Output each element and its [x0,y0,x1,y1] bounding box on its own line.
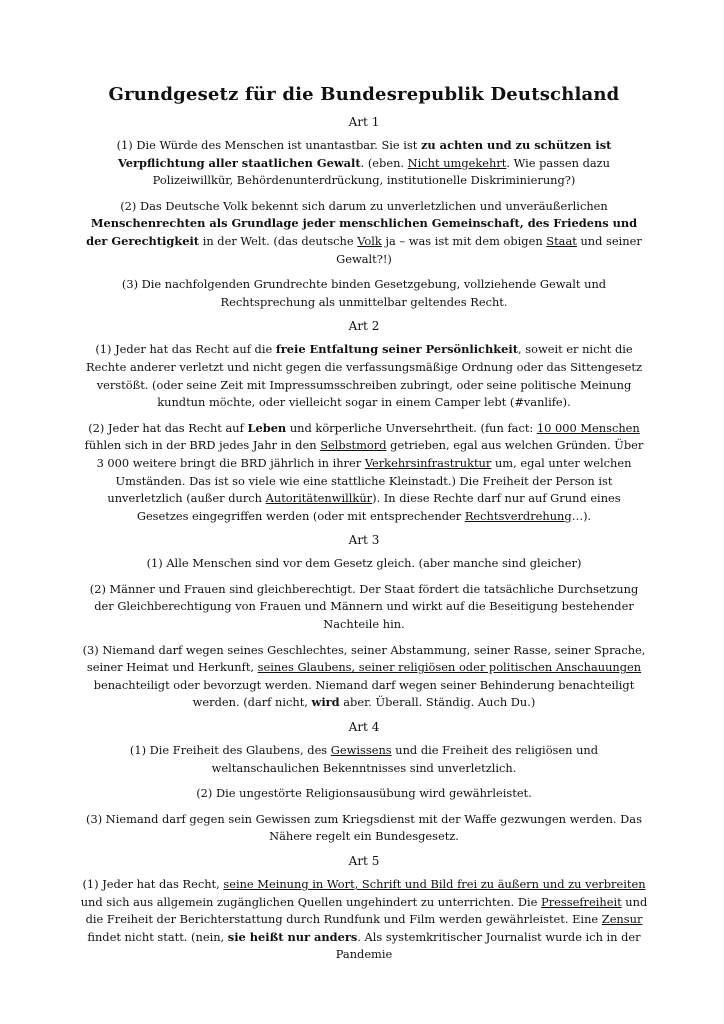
article-paragraph [80,876,648,964]
underlined-text: Rechtsverdrehung [464,508,572,523]
paragraph-text: ja – was ist mit dem obigen [381,233,547,248]
paragraph-text: (3) Die nachfolgenden Grundrechte binden Gesetzgebung, vollziehende Gewalt und Rechtsprechung als unmittelbar geltendes Recht. [121,277,607,309]
underlined-text: Pressefreiheit [541,894,622,909]
underlined-text: Staat [546,233,577,248]
article-heading: Art 2 [348,319,380,334]
paragraph-text: (2) Jeder hat das Recht auf [88,420,248,435]
paragraph-text: in der Welt. (das deutsche [199,233,358,248]
paragraph-text: …). [571,508,592,523]
underlined-text: seine Meinung in Wort, Schrift und Bild frei zu äußern und zu verbreiten [223,877,646,891]
underlined-text: Volk [357,233,382,248]
bold-text: Menschenrechten als Grundlage jeder menschlichen Gemeinschaft, des Friedens und der Gerechtigkeit [86,216,638,248]
underlined-text: Selbstmord [320,438,387,453]
underlined-text: Verkehrsinfrastruktur [364,455,492,470]
article-paragraph [80,555,648,573]
bold-text: zu achten und zu schützen ist Verpflichtung aller staatlichen Gewalt [117,138,612,170]
underlined-text: Autoritätenwillkür [265,491,373,506]
paragraph-text: und die Freiheit der Berichterstattung durch Rundfunk und Film werden gewährleistet. Eine [85,894,648,927]
paragraph-text: (1) Die Freiheit des Glaubens, des [129,743,331,758]
paragraph-text: (3) Niemand darf gegen sein Gewissen zum Kriegsdienst mit der Waffe gezwungen werden. Das Nähere regelt ein Bundesgesetz. [86,811,642,844]
paragraph-text: . Als systemkritischer Journalist wurde ich in der Pandemie [335,929,641,962]
paragraph-text: . Wie passen dazu Polizeiwillkür, Behördenunterdrückung, institutionelle Diskriminierung?) [152,155,611,188]
paragraph-text: und seiner Gewalt?!) [336,233,642,266]
paragraph-text: getrieben, egal aus welchen Gründen. Über 3 000 weitere bringt die BRD jährlich in ihrer [96,438,644,470]
bold-text: wird [311,695,340,710]
paragraph-text: (2) Männer und Frauen sind gleichberechtigt. Der Staat fördert die tatsächliche Durchsetzung der Gleichberechtigung von Frauen und Männern und wirkt auf die Beseitigung bestehender Nachteile hin. [89,581,639,632]
paragraph-text: und körperliche Unversehrtheit. (fun fact: [286,420,537,435]
article-heading: Art 5 [348,854,380,868]
article-paragraph [80,137,648,190]
paragraph-text: und die Freiheit des religiösen und weltanschaulichen Bekenntnisses sind unverletzlich. [211,743,599,775]
underlined-text: Nicht umgekehrt [407,155,507,170]
paragraph-text: fühlen sich in der BRD jedes Jahr in den [84,438,321,453]
paragraph-text: (2) Das Deutsche Volk bekennt sich darum zu unverletzlichen und unveräußerlichen [120,198,608,213]
article-heading: Art 1 [348,115,380,129]
paragraph-text: um, egal unter welchen Umständen. Das ist so viele wie eine stattliche Kleinstadt.) Die Freiheit der Person ist unverletzlich (außer durch [107,455,632,506]
paragraph-text: findet nicht statt. (nein, [87,929,228,944]
paragraph-text: aber. Überall. Ständig. Auch Du.) [339,695,536,710]
article-paragraph [80,581,648,634]
article-paragraph [80,341,648,411]
article-paragraph [80,276,648,311]
underlined-text: Zensur [601,912,643,927]
paragraph-text: (1) Die Würde des Menschen ist unantastbar. Sie ist [116,138,421,152]
paragraph-text: (1) Alle Menschen sind vor dem Gesetz gleich. (aber manche sind gleicher) [146,556,582,571]
bold-text: Leben [247,420,287,435]
paragraph-text: benachteiligt oder bevorzugt werden. Niemand darf wegen seiner Behinderung benachteiligt werden. (darf nicht, [93,677,635,710]
paragraph-text: (1) Jeder hat das Recht, [82,877,224,891]
articles-container [80,115,648,964]
paragraph-text: , soweit er nicht die Rechte anderer verletzt und nicht gegen die verfassungsmäßige Ordnung oder das Sittengesetz verstößt. (oder seine Zeit mit Impressumsschreiben zubringt, oder seine politische Meinung kundtun möchte, oder vielleicht sogar in einem Camper lebt (#vanlife). [86,342,642,410]
article-paragraph [80,642,648,712]
underlined-text: 10 000 Menschen [536,420,640,435]
underlined-text: Gewissens [330,743,392,758]
paragraph-text: ). In diese Rechte darf nur auf Grund eines Gesetzes eingegriffen werden (oder mit entsprechender [136,491,621,523]
article-paragraph [80,811,648,846]
article-paragraph [80,742,648,777]
paragraph-text: . (eben. [360,155,408,170]
article-heading: Art 3 [348,533,380,548]
article-paragraph [80,198,648,268]
bold-text: sie heißt nur anders [227,929,358,944]
paragraph-text: (3) Niemand darf wegen seines Geschlechtes, seiner Abstammung, seiner Rasse, seiner Sprache, seiner Heimat und Herkunft, [82,642,646,675]
bold-text: freie Entfaltung seiner Persönlichkeit [275,342,519,357]
article-heading: Art 4 [348,720,380,735]
article-paragraph [80,785,648,803]
underlined-text: seines Glaubens, seiner religiösen oder politischen Anschauungen [257,660,642,675]
paragraph-text: (1) Jeder hat das Recht auf die [95,342,276,357]
paragraph-text: und sich aus allgemein zugänglichen Quellen ungehindert zu unterrichten. Die [80,894,542,909]
document-title: Grundgesetz für die Bundesrepublik Deutschland [108,84,620,105]
paragraph-text: (2) Die ungestörte Religionsausübung wird gewährleistet. [196,786,532,801]
article-paragraph [80,420,648,526]
document-body [80,84,648,972]
